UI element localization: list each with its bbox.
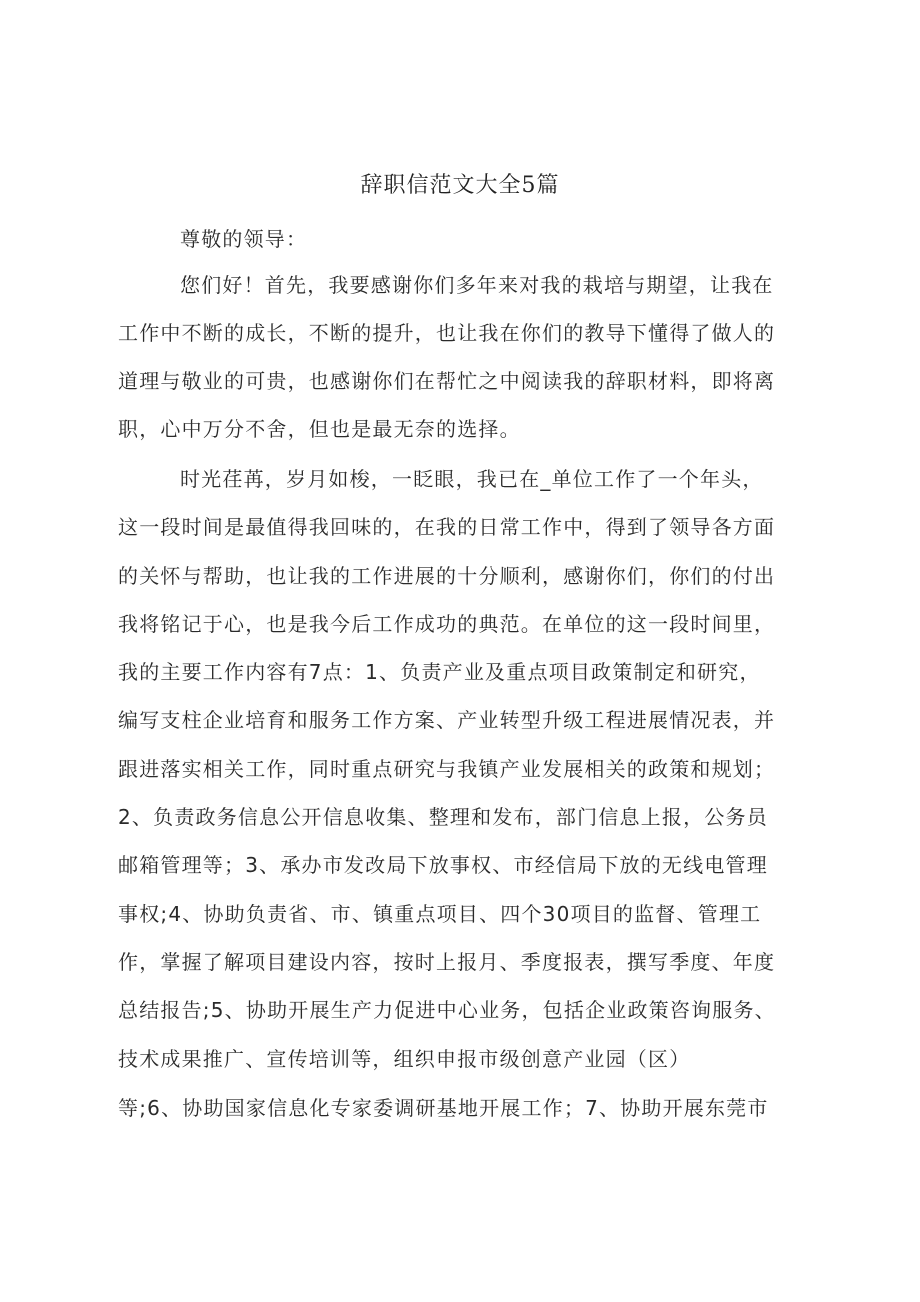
paragraph-line: 编写支柱企业培育和服务工作方案、产业转型升级工程进展情况表，并 bbox=[118, 708, 776, 732]
paragraph-line: 等;6、协助国家信息化专家委调研基地开展工作；7、协助开展东莞市 bbox=[118, 1096, 769, 1120]
paragraph-line: 总结报告;5、协助开展生产力促进中心业务，包括企业政策咨询服务、 bbox=[118, 998, 776, 1022]
paragraph-line: 时光荏苒，岁月如梭，一眨眼，我已在_单位工作了一个年头， bbox=[180, 467, 764, 491]
paragraph-line: 的关怀与帮助，也让我的工作进展的十分顺利，感谢你们，你们的付出 bbox=[118, 564, 776, 588]
paragraph-line: 技术成果推广、宣传培训等，组织申报市级创意产业园（区） bbox=[118, 1047, 691, 1071]
paragraph-line: 我将铭记于心，也是我今后工作成功的典范。在单位的这一段时间里， bbox=[118, 612, 776, 636]
paragraph-line: 跟进落实相关工作，同时重点研究与我镇产业发展相关的政策和规划； bbox=[118, 757, 776, 781]
paragraph-line: 邮箱管理等；3、承办市发改局下放事权、市经信局下放的无线电管理 bbox=[118, 853, 768, 877]
paragraph-line: 作，掌握了解项目建设内容，按时上报月、季度报表，撰写季度、年度 bbox=[118, 950, 776, 974]
paragraph-line: 2、负责政务信息公开信息收集、整理和发布，部门信息上报，公务员 bbox=[118, 805, 768, 829]
greeting: 尊敬的领导： bbox=[180, 227, 308, 251]
paragraph-line: 道理与敬业的可贵，也感谢你们在帮忙之中阅读我的辞职材料，即将离 bbox=[118, 369, 776, 393]
paragraph-line: 我的主要工作内容有7点：1、负责产业及重点项目政策制定和研究， bbox=[118, 660, 761, 684]
paragraph-line: 这一段时间是最值得我回味的，在我的日常工作中，得到了领导各方面 bbox=[118, 515, 776, 539]
paragraph-line: 工作中不断的成长，不断的提升，也让我在你们的教导下懂得了做人的 bbox=[118, 321, 776, 345]
paragraph-line: 事权;4、协助负责省、市、镇重点项目、四个30项目的监督、管理工 bbox=[118, 902, 762, 926]
paragraph-line: 职，心中万分不舍，但也是最无奈的选择。 bbox=[118, 417, 521, 441]
document-title: 辞职信范文大全5篇 bbox=[360, 173, 560, 198]
paragraph-line: 您们好！首先，我要感谢你们多年来对我的栽培与期望，让我在 bbox=[180, 273, 774, 297]
